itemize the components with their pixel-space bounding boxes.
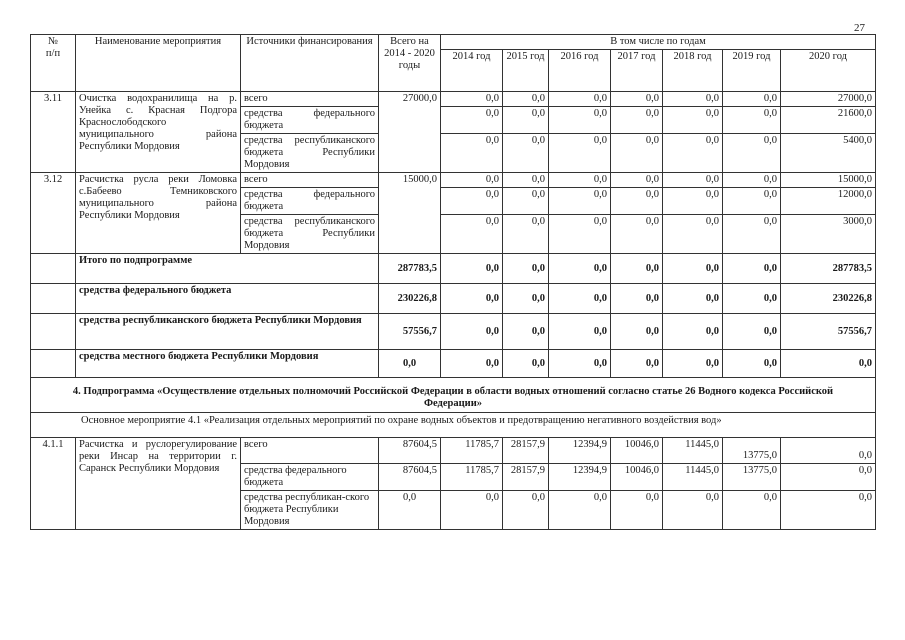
- header-total: Всего на 2014 - 2020 годы: [379, 35, 441, 92]
- total-value: 87604,5: [379, 438, 441, 464]
- year-value: 0,0: [549, 284, 611, 314]
- total-value: 57556,7: [379, 314, 441, 350]
- total-value: 15000,0: [379, 173, 441, 254]
- total-value: 87604,5: [379, 464, 441, 491]
- year-value: 0,0: [441, 254, 503, 284]
- year-value: 12000,0: [781, 188, 876, 215]
- year-value: 0,0: [549, 491, 611, 530]
- year-value: 0,0: [663, 188, 723, 215]
- total-label: средства местного бюджета Республики Мордовия: [76, 350, 379, 378]
- total-row: [31, 350, 876, 378]
- year-value: 0,0: [441, 284, 503, 314]
- total-value: 287783,5: [379, 254, 441, 284]
- year-value: 0,0: [781, 438, 876, 464]
- header-year: 2018 год: [663, 50, 723, 92]
- year-value: 27000,0: [781, 92, 876, 107]
- year-value: 13775,0: [723, 438, 781, 464]
- year-value: 0,0: [611, 491, 663, 530]
- year-value: 0,0: [503, 284, 549, 314]
- year-value: 0,0: [549, 92, 611, 107]
- source-label: средства федерального бюджета: [241, 188, 379, 215]
- year-value: 0,0: [723, 314, 781, 350]
- row-num: 4.1.1: [31, 438, 76, 530]
- source-label: средства республикан-ского бюджета Республики Мордовия: [241, 491, 379, 530]
- year-value: 0,0: [503, 134, 549, 173]
- header-year: 2015 год: [503, 50, 549, 92]
- year-value: 0,0: [663, 173, 723, 188]
- year-value: 0,0: [503, 314, 549, 350]
- year-value: 28157,9: [503, 438, 549, 464]
- year-value: 0,0: [723, 134, 781, 173]
- year-value: 0,0: [549, 188, 611, 215]
- year-value: 0,0: [723, 350, 781, 378]
- year-value: 287783,5: [781, 254, 876, 284]
- year-value: 0,0: [723, 491, 781, 530]
- year-value: 11785,7: [441, 438, 503, 464]
- year-value: 0,0: [549, 173, 611, 188]
- source-label: всего: [241, 173, 379, 188]
- activity-name: Расчистка и руслорегулирование реки Инсар на территории г. Саранск Республики Мордовия: [76, 438, 241, 530]
- year-value: 0,0: [503, 173, 549, 188]
- year-value: 0,0: [441, 215, 503, 254]
- year-value: 0,0: [503, 350, 549, 378]
- year-value: 0,0: [663, 134, 723, 173]
- year-value: 0,0: [503, 92, 549, 107]
- table-row: [31, 438, 876, 464]
- year-value: 0,0: [781, 464, 876, 491]
- year-value: 0,0: [663, 314, 723, 350]
- year-value: 0,0: [663, 215, 723, 254]
- year-value: 0,0: [503, 491, 549, 530]
- header-by-years: В том числе по годам: [441, 35, 876, 50]
- subprogram-row: [31, 378, 876, 413]
- source-label: средства республиканского бюджета Республики Мордовия: [241, 215, 379, 254]
- total-row: [31, 254, 876, 284]
- year-value: 0,0: [611, 188, 663, 215]
- table-row: [31, 173, 876, 188]
- page-number: 27: [854, 22, 865, 34]
- year-value: 0,0: [441, 92, 503, 107]
- year-value: 0,0: [663, 350, 723, 378]
- header-year: 2014 год: [441, 50, 503, 92]
- year-value: 0,0: [611, 134, 663, 173]
- source-label: средства федерального бюджета: [241, 464, 379, 491]
- total-value: 0,0: [379, 491, 441, 530]
- year-value: 5400,0: [781, 134, 876, 173]
- budget-table: [30, 34, 876, 530]
- year-value: 10046,0: [611, 464, 663, 491]
- year-value: 0,0: [611, 284, 663, 314]
- year-value: 0,0: [723, 173, 781, 188]
- year-value: 0,0: [611, 107, 663, 134]
- year-value: 11785,7: [441, 464, 503, 491]
- total-value: 230226,8: [379, 284, 441, 314]
- year-value: 12394,9: [549, 438, 611, 464]
- header-year: 2019 год: [723, 50, 781, 92]
- total-value: 27000,0: [379, 92, 441, 173]
- year-value: 12394,9: [549, 464, 611, 491]
- year-value: 0,0: [611, 254, 663, 284]
- source-label: всего: [241, 92, 379, 107]
- year-value: 0,0: [549, 107, 611, 134]
- year-value: 0,0: [441, 491, 503, 530]
- year-value: 0,0: [723, 188, 781, 215]
- row-num: 3.11: [31, 92, 76, 173]
- year-value: 28157,9: [503, 464, 549, 491]
- year-value: 0,0: [723, 107, 781, 134]
- year-value: 0,0: [663, 254, 723, 284]
- year-value: 0,0: [611, 350, 663, 378]
- year-value: 0,0: [441, 134, 503, 173]
- year-value: 0,0: [781, 491, 876, 530]
- year-value: 0,0: [441, 350, 503, 378]
- year-value: 0,0: [611, 215, 663, 254]
- year-value: 0,0: [611, 92, 663, 107]
- source-label: всего: [241, 438, 379, 464]
- year-value: 13775,0: [723, 464, 781, 491]
- year-value: 0,0: [503, 215, 549, 254]
- year-value: 0,0: [723, 254, 781, 284]
- year-value: 0,0: [663, 491, 723, 530]
- total-row: [31, 284, 876, 314]
- year-value: 21600,0: [781, 107, 876, 134]
- year-value: 0,0: [549, 134, 611, 173]
- year-value: 0,0: [441, 173, 503, 188]
- year-value: 0,0: [611, 314, 663, 350]
- header-year: 2016 год: [549, 50, 611, 92]
- activity-name: Расчистка русла реки Ломовка с.Бабеево Темниковского муниципального района Республики Мордовия: [76, 173, 241, 254]
- year-value: 0,0: [549, 215, 611, 254]
- year-value: 3000,0: [781, 215, 876, 254]
- total-value: 0,0: [379, 350, 441, 378]
- row-num: 3.12: [31, 173, 76, 254]
- header-name: Наименование мероприятия: [76, 35, 241, 92]
- year-value: 0,0: [663, 284, 723, 314]
- main-activity-title: Основное мероприятие 4.1 «Реализация отдельных мероприятий по охране водных объектов и предотвращению негативного воздействия вод»: [31, 413, 876, 438]
- year-value: 0,0: [723, 284, 781, 314]
- year-value: 0,0: [549, 350, 611, 378]
- year-value: 0,0: [441, 107, 503, 134]
- activity-name: Очистка водохранилища на р. Унейка с. Красная Подгора Краснослободского муниципального района Республики Мордовия: [76, 92, 241, 173]
- year-value: 10046,0: [611, 438, 663, 464]
- year-value: 230226,8: [781, 284, 876, 314]
- source-label: средства федерального бюджета: [241, 107, 379, 134]
- year-value: 0,0: [549, 254, 611, 284]
- year-value: 0,0: [723, 92, 781, 107]
- subprogram-title: 4. Подпрограмма «Осуществление отдельных полномочий Российской Федерации в области водных отношений согласно статье 26 Водного кодекса Российской Федерации»: [31, 378, 876, 413]
- main-activity-row: [31, 413, 876, 438]
- year-value: 11445,0: [663, 438, 723, 464]
- total-label: Итого по подпрограмме: [76, 254, 379, 284]
- header-sources: Источники финансирования: [241, 35, 379, 92]
- year-value: 0,0: [503, 107, 549, 134]
- year-value: 0,0: [663, 107, 723, 134]
- table-header-row: [31, 35, 876, 50]
- year-value: 0,0: [611, 173, 663, 188]
- year-value: 11445,0: [663, 464, 723, 491]
- year-value: 0,0: [441, 314, 503, 350]
- year-value: 0,0: [549, 314, 611, 350]
- year-value: 0,0: [503, 188, 549, 215]
- year-value: 0,0: [663, 92, 723, 107]
- year-value: 0,0: [503, 254, 549, 284]
- total-label: средства республиканского бюджета Республики Мордовия: [76, 314, 379, 350]
- header-num: № п/п: [31, 35, 76, 92]
- year-value: 0,0: [781, 350, 876, 378]
- year-value: 0,0: [441, 188, 503, 215]
- table-row: [31, 92, 876, 107]
- total-row: [31, 314, 876, 350]
- header-year: 2020 год: [781, 50, 876, 92]
- year-value: 0,0: [723, 215, 781, 254]
- total-label: средства федерального бюджета: [76, 284, 379, 314]
- header-year: 2017 год: [611, 50, 663, 92]
- year-value: 15000,0: [781, 173, 876, 188]
- source-label: средства республиканского бюджета Республики Мордовия: [241, 134, 379, 173]
- year-value: 57556,7: [781, 314, 876, 350]
